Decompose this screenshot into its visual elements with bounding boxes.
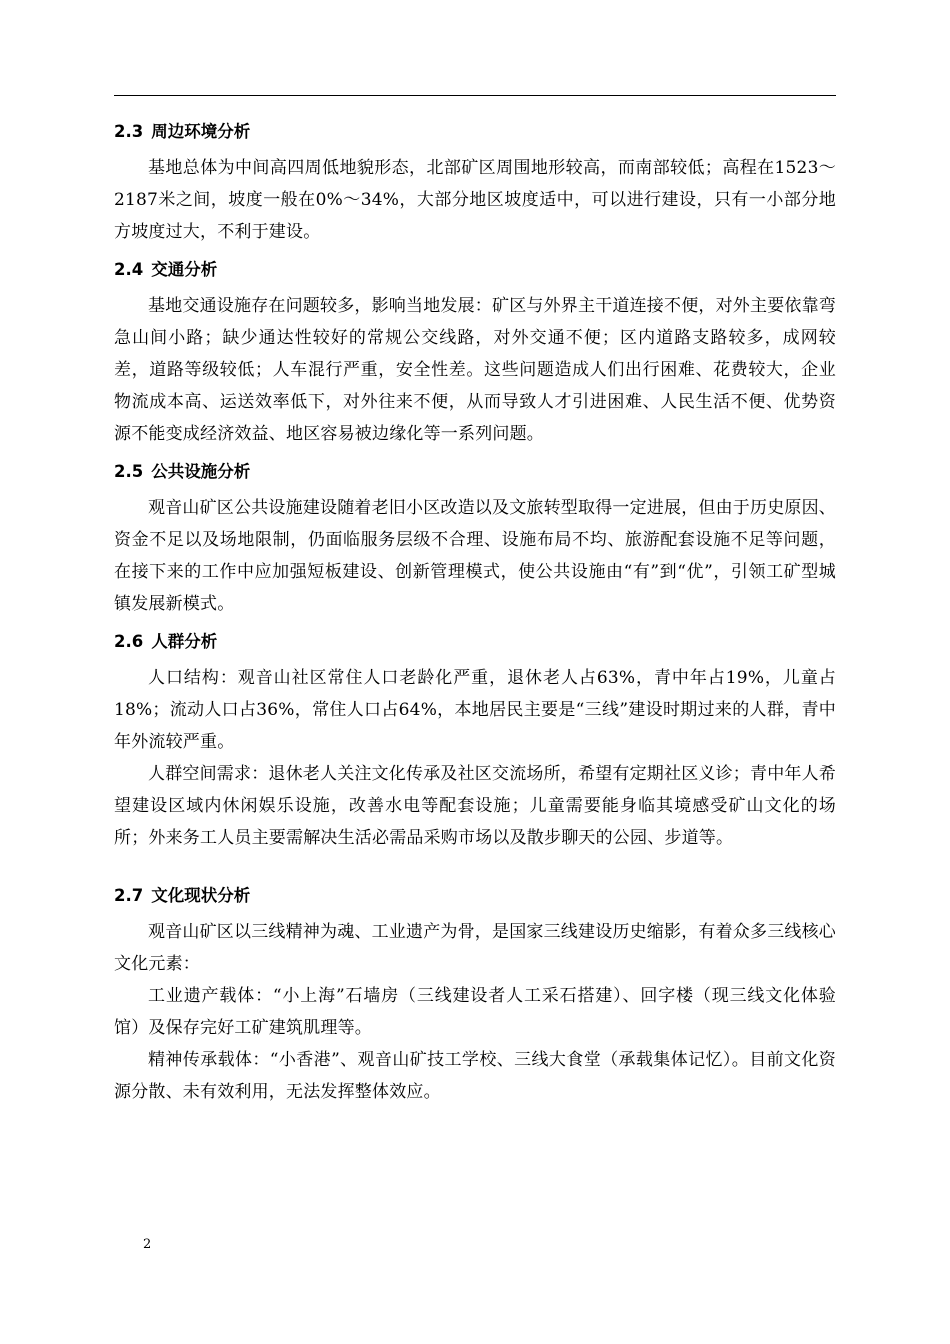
section-heading-2-4 [114, 258, 836, 282]
page-number: 2 [143, 1237, 152, 1252]
section-title: 人群分析 [151, 632, 218, 651]
section-number: 2.7 [114, 886, 144, 905]
section-heading-2-7 [114, 884, 836, 908]
section-heading-2-3 [114, 120, 836, 144]
section-title: 公共设施分析 [151, 462, 251, 481]
header-rule [114, 95, 836, 96]
section-heading-2-5 [114, 460, 836, 484]
section-title: 周边环境分析 [151, 122, 251, 141]
section-number: 2.6 [114, 632, 144, 651]
document-body [114, 112, 836, 1108]
section-title: 交通分析 [151, 260, 218, 279]
paragraph: 观音山矿区以三线精神为魂、工业遗产为骨，是国家三线建设历史缩影，有着众多三线核心文化元素： [114, 922, 836, 974]
section-heading-2-6 [114, 630, 836, 654]
section-number: 2.5 [114, 462, 144, 481]
paragraph: 人群空间需求：退休老人关注文化传承及社区交流场所，希望有定期社区义诊；青中年人希望建设区域内休闲娱乐设施，改善水电等配套设施；儿童需要能身临其境感受矿山文化的场所；外来务工人员主要需解决生活必需品采购市场以及散步聊天的公园、步道等。 [114, 764, 836, 848]
paragraph: 工业遗产载体：“小上海”石墙房（三线建设者人工采石搭建）、回字楼（现三线文化体验馆）及保存完好工矿建筑肌理等。 [114, 986, 836, 1038]
paragraph: 观音山矿区公共设施建设随着老旧小区改造以及文旅转型取得一定进展，但由于历史原因、资金不足以及场地限制，仍面临服务层级不合理、设施布局不均、旅游配套设施不足等问题，在接下来的工作中应加强短板建设、创新管理模式，使公共设施由“有”到“优”，引领工矿型城镇发展新模式。 [114, 498, 836, 614]
section-title: 文化现状分析 [151, 886, 251, 905]
paragraph: 基地交通设施存在问题较多，影响当地发展：矿区与外界主干道连接不便，对外主要依靠弯急山间小路；缺少通达性较好的常规公交线路，对外交通不便；区内道路支路较多，成网较差，道路等级较低；人车混行严重，安全性差。这些问题造成人们出行困难、花费较大，企业物流成本高、运送效率低下，对外往来不便，从而导致人才引进困难、人民生活不便、优势资源不能变成经济效益、地区容易被边缘化等一系列问题。 [114, 296, 836, 444]
section-number: 2.4 [114, 260, 144, 279]
paragraph: 人口结构：观音山社区常住人口老龄化严重，退休老人占63%，青中年占19%，儿童占18%；流动人口占36%，常住人口占64%，本地居民主要是“三线”建设时期过来的人群，青中年外流较严重。 [114, 668, 836, 752]
paragraph: 基地总体为中间高四周低地貌形态，北部矿区周围地形较高，而南部较低；高程在1523～2187米之间，坡度一般在0%～34%，大部分地区坡度适中，可以进行建设，只有一小部分地方坡度过大，不利于建设。 [114, 158, 836, 242]
section-number: 2.3 [114, 122, 144, 141]
paragraph: 精神传承载体：“小香港”、观音山矿技工学校、三线大食堂（承载集体记忆）。目前文化资源分散、未有效利用，无法发挥整体效应。 [114, 1050, 836, 1102]
